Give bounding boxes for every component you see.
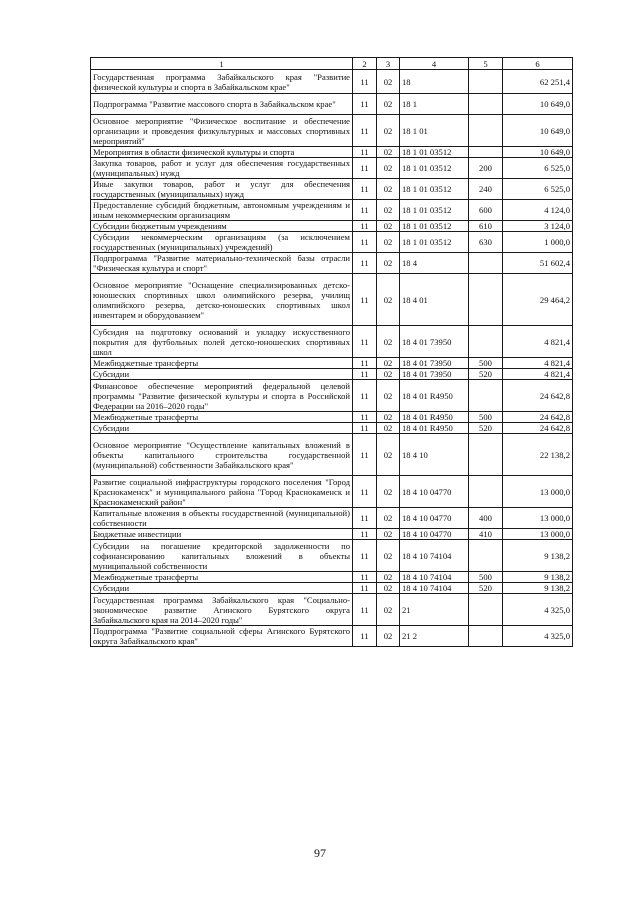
table-row	[91, 147, 573, 158]
row-subsection: 02	[377, 158, 400, 179]
row-expense-type	[469, 274, 503, 326]
row-expense-type: 200	[469, 158, 503, 179]
row-expense-type	[469, 626, 503, 647]
row-chapter: 11	[353, 221, 377, 232]
row-subsection: 02	[377, 626, 400, 647]
row-amount: 13 000,0	[503, 476, 573, 508]
row-amount: 4 821,4	[503, 326, 573, 358]
row-amount: 29 464,2	[503, 274, 573, 326]
row-expense-type: 630	[469, 232, 503, 253]
row-amount: 10 649,0	[503, 115, 573, 147]
row-name: Бюджетные инвестиции	[91, 529, 353, 540]
table-row	[91, 594, 573, 626]
table-row	[91, 232, 573, 253]
row-name: Государственная программа Забайкальского края "Развитие физической культуры и спорта в Забайкальском крае"	[91, 70, 353, 94]
row-subsection: 02	[377, 434, 400, 476]
row-name: Субсидии	[91, 423, 353, 434]
row-subsection: 02	[377, 147, 400, 158]
table-row	[91, 423, 573, 434]
row-target-article: 18 4 01 R4950	[400, 412, 469, 423]
row-expense-type: 400	[469, 508, 503, 529]
row-expense-type	[469, 594, 503, 626]
row-expense-type	[469, 476, 503, 508]
table-row	[91, 476, 573, 508]
row-subsection: 02	[377, 358, 400, 369]
row-target-article: 18 4	[400, 253, 469, 274]
row-chapter: 11	[353, 358, 377, 369]
row-name: Подпрограмма "Развитие массового спорта в Забайкальском крае"	[91, 94, 353, 115]
row-amount: 4 821,4	[503, 358, 573, 369]
row-expense-type: 500	[469, 358, 503, 369]
table-row	[91, 115, 573, 147]
row-subsection: 02	[377, 232, 400, 253]
row-expense-type: 520	[469, 423, 503, 434]
row-target-article: 18 4 10 74104	[400, 583, 469, 594]
row-amount: 9 138,2	[503, 572, 573, 583]
row-subsection: 02	[377, 508, 400, 529]
row-subsection: 02	[377, 572, 400, 583]
row-subsection: 02	[377, 200, 400, 221]
row-expense-type: 500	[469, 572, 503, 583]
row-expense-type	[469, 434, 503, 476]
row-subsection: 02	[377, 253, 400, 274]
column-header: 1	[91, 58, 353, 70]
row-subsection: 02	[377, 540, 400, 572]
table-row	[91, 380, 573, 412]
row-target-article: 18 1 01 03512	[400, 232, 469, 253]
table-row	[91, 529, 573, 540]
row-target-article: 21	[400, 594, 469, 626]
row-name: Подпрограмма "Развитие социальной сферы Агинского Бурятского округа Забайкальского края"	[91, 626, 353, 647]
row-amount: 24 642,8	[503, 423, 573, 434]
table-row	[91, 179, 573, 200]
row-subsection: 02	[377, 115, 400, 147]
table-row	[91, 626, 573, 647]
row-chapter: 11	[353, 158, 377, 179]
row-target-article: 18 4 10 04770	[400, 529, 469, 540]
row-chapter: 11	[353, 572, 377, 583]
budget-table	[90, 57, 573, 647]
row-name: Мероприятия в области физической культуры и спорта	[91, 147, 353, 158]
row-amount: 9 138,2	[503, 583, 573, 594]
row-name: Субсидии бюджетным учреждениям	[91, 221, 353, 232]
row-amount: 4 325,0	[503, 594, 573, 626]
row-target-article: 18 4 01 73950	[400, 326, 469, 358]
row-chapter: 11	[353, 70, 377, 94]
table-row	[91, 70, 573, 94]
row-target-article: 18 4 01 73950	[400, 358, 469, 369]
column-header: 3	[377, 58, 400, 70]
table-row	[91, 412, 573, 423]
table-row	[91, 369, 573, 380]
row-target-article: 18 1 01 03512	[400, 158, 469, 179]
row-name: Основное мероприятие "Осуществление капитальных вложений в объекты капитального строительства государственной (муниципальной) собственности Забайкальского края"	[91, 434, 353, 476]
row-amount: 4 325,0	[503, 626, 573, 647]
row-target-article: 18 4 10	[400, 434, 469, 476]
row-subsection: 02	[377, 70, 400, 94]
row-name: Межбюджетные трансферты	[91, 358, 353, 369]
table-row	[91, 583, 573, 594]
row-amount: 10 649,0	[503, 147, 573, 158]
table-row	[91, 572, 573, 583]
row-name: Предоставление субсидий бюджетным, автономным учреждениям и иным некоммерческим организациям	[91, 200, 353, 221]
row-amount: 1 000,0	[503, 232, 573, 253]
row-expense-type	[469, 70, 503, 94]
row-target-article: 18 1 01 03512	[400, 221, 469, 232]
row-amount: 13 000,0	[503, 529, 573, 540]
table-row	[91, 540, 573, 572]
table-row	[91, 508, 573, 529]
row-expense-type: 410	[469, 529, 503, 540]
column-header: 2	[353, 58, 377, 70]
table-row	[91, 94, 573, 115]
row-subsection: 02	[377, 476, 400, 508]
row-chapter: 11	[353, 583, 377, 594]
row-chapter: 11	[353, 232, 377, 253]
row-chapter: 11	[353, 412, 377, 423]
row-target-article: 18 1	[400, 94, 469, 115]
column-header: 6	[503, 58, 573, 70]
row-subsection: 02	[377, 529, 400, 540]
table-row	[91, 434, 573, 476]
row-subsection: 02	[377, 179, 400, 200]
row-target-article: 18	[400, 70, 469, 94]
row-target-article: 18 1 01 03512	[400, 200, 469, 221]
row-target-article: 18 1 01 03512	[400, 179, 469, 200]
row-amount: 3 124,0	[503, 221, 573, 232]
row-target-article: 21 2	[400, 626, 469, 647]
table-body	[91, 70, 573, 647]
row-subsection: 02	[377, 94, 400, 115]
row-subsection: 02	[377, 380, 400, 412]
row-name: Закупка товаров, работ и услуг для обеспечения государственных (муниципальных) нужд	[91, 158, 353, 179]
row-amount: 4 821,4	[503, 369, 573, 380]
row-name: Подпрограмма "Развитие материально-технической базы отрасли "Физическая культура и спорт"	[91, 253, 353, 274]
row-expense-type: 240	[469, 179, 503, 200]
row-amount: 6 525,0	[503, 179, 573, 200]
row-target-article: 18 4 01 R4950	[400, 423, 469, 434]
row-subsection: 02	[377, 412, 400, 423]
table-row	[91, 200, 573, 221]
row-expense-type	[469, 253, 503, 274]
row-amount: 10 649,0	[503, 94, 573, 115]
row-name: Развитие социальной инфраструктуры городского поселения "Город Краснокаменск" и муниципального района "Город Краснокаменск и Краснокаменский район"	[91, 476, 353, 508]
row-name: Иные закупки товаров, работ и услуг для обеспечения государственных (муниципальных) нужд	[91, 179, 353, 200]
page-number: 97	[314, 846, 326, 860]
row-subsection: 02	[377, 369, 400, 380]
row-subsection: 02	[377, 583, 400, 594]
row-expense-type	[469, 326, 503, 358]
row-chapter: 11	[353, 274, 377, 326]
row-name: Межбюджетные трансферты	[91, 572, 353, 583]
row-chapter: 11	[353, 626, 377, 647]
row-amount: 51 602,4	[503, 253, 573, 274]
row-chapter: 11	[353, 94, 377, 115]
row-target-article: 18 4 01	[400, 274, 469, 326]
row-expense-type	[469, 147, 503, 158]
row-subsection: 02	[377, 594, 400, 626]
column-header: 4	[400, 58, 469, 70]
row-expense-type: 520	[469, 369, 503, 380]
row-subsection: 02	[377, 423, 400, 434]
row-name: Финансовое обеспечение мероприятий федеральной целевой программы "Развитие физической культуры и спорта в Российской Федерации на 2016–2020 годы"	[91, 380, 353, 412]
column-header: 5	[469, 58, 503, 70]
header-row	[91, 58, 573, 70]
row-amount: 62 251,4	[503, 70, 573, 94]
row-amount: 22 138,2	[503, 434, 573, 476]
row-name: Субсидии на погашение кредиторской задолженности по софинансированию капитальных вложений в объекты муниципальной собственности	[91, 540, 353, 572]
row-target-article: 18 4 01 73950	[400, 369, 469, 380]
row-name: Капитальные вложения в объекты государственной (муниципальной) собственности	[91, 508, 353, 529]
row-target-article: 18 1 01	[400, 115, 469, 147]
row-expense-type	[469, 115, 503, 147]
row-subsection: 02	[377, 326, 400, 358]
row-chapter: 11	[353, 380, 377, 412]
row-target-article: 18 4 10 04770	[400, 476, 469, 508]
table-row	[91, 221, 573, 232]
row-amount: 24 642,8	[503, 380, 573, 412]
row-target-article: 18 4 10 74104	[400, 540, 469, 572]
row-chapter: 11	[353, 179, 377, 200]
table-row	[91, 358, 573, 369]
row-chapter: 11	[353, 253, 377, 274]
row-chapter: 11	[353, 434, 377, 476]
row-expense-type: 600	[469, 200, 503, 221]
row-name: Основное мероприятие "Оснащение специализированных детско-юношеских спортивных школ олимпийского резерва, училищ олимпийского резерва, детско-юношеских спортивных школ инвентарем и оборудованием"	[91, 274, 353, 326]
row-target-article: 18 4 10 04770	[400, 508, 469, 529]
row-chapter: 11	[353, 529, 377, 540]
row-chapter: 11	[353, 508, 377, 529]
row-amount: 13 000,0	[503, 508, 573, 529]
row-expense-type: 500	[469, 412, 503, 423]
row-chapter: 11	[353, 540, 377, 572]
row-name: Государственная программа Забайкальского края "Социально-экономическое развитие Агинского Бурятского округа Забайкальского края на 2014–2020 годы"	[91, 594, 353, 626]
row-amount: 4 124,0	[503, 200, 573, 221]
row-chapter: 11	[353, 423, 377, 434]
row-target-article: 18 1 01 03512	[400, 147, 469, 158]
row-expense-type	[469, 94, 503, 115]
row-expense-type: 610	[469, 221, 503, 232]
row-target-article: 18 4 10 74104	[400, 572, 469, 583]
table-row	[91, 326, 573, 358]
row-subsection: 02	[377, 274, 400, 326]
row-chapter: 11	[353, 147, 377, 158]
row-expense-type	[469, 540, 503, 572]
row-amount: 24 642,8	[503, 412, 573, 423]
row-amount: 9 138,2	[503, 540, 573, 572]
row-name: Субсидии	[91, 369, 353, 380]
row-target-article: 18 4 01 R4950	[400, 380, 469, 412]
row-name: Межбюджетные трансферты	[91, 412, 353, 423]
row-chapter: 11	[353, 369, 377, 380]
row-chapter: 11	[353, 326, 377, 358]
row-expense-type	[469, 380, 503, 412]
row-name: Субсидии некоммерческим организациям (за исключением государственных (муниципальных) учреждений)	[91, 232, 353, 253]
table-row	[91, 158, 573, 179]
table-row	[91, 253, 573, 274]
row-amount: 6 525,0	[503, 158, 573, 179]
row-name: Основное мероприятие "Физическое воспитание и обеспечение организации и проведения физкультурных и массовых спортивных мероприятий"	[91, 115, 353, 147]
row-chapter: 11	[353, 476, 377, 508]
row-subsection: 02	[377, 221, 400, 232]
table-row	[91, 274, 573, 326]
row-chapter: 11	[353, 594, 377, 626]
row-chapter: 11	[353, 200, 377, 221]
row-name: Субсидия на подготовку оснований и укладку искусственного покрытия для футбольных полей детско-юношеских спортивных школ	[91, 326, 353, 358]
row-chapter: 11	[353, 115, 377, 147]
row-expense-type: 520	[469, 583, 503, 594]
row-name: Субсидии	[91, 583, 353, 594]
